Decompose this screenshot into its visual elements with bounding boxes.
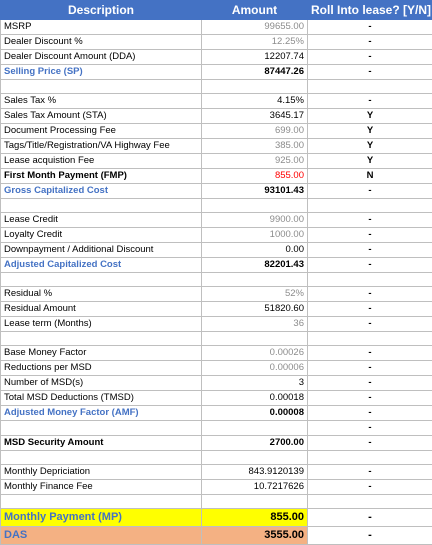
- row-spacer: [1, 199, 432, 213]
- cell-amount[interactable]: 0.00018: [202, 391, 308, 406]
- cell-roll[interactable]: -: [308, 243, 432, 258]
- cell-roll[interactable]: -: [308, 258, 432, 273]
- row-dealer-discount-pct: [1, 35, 432, 50]
- row-number-of-msd: [1, 376, 432, 391]
- cell-label[interactable]: Sales Tax Amount (STA): [1, 109, 202, 124]
- cell-amount[interactable]: 12207.74: [202, 50, 308, 65]
- cell-amount[interactable]: 99655.00: [202, 20, 308, 35]
- cell-amount[interactable]: 3: [202, 376, 308, 391]
- row-document-processing-fee: [1, 124, 432, 139]
- cell-label[interactable]: Loyalty Credit: [1, 228, 202, 243]
- cell-label[interactable]: Selling Price (SP): [1, 65, 202, 80]
- cell-roll[interactable]: -: [308, 184, 432, 199]
- row-sales-tax-pct: [1, 94, 432, 109]
- cell-label[interactable]: MSRP: [1, 20, 202, 35]
- cell-roll[interactable]: [308, 199, 432, 213]
- cell-amount[interactable]: [202, 199, 308, 213]
- cell-label[interactable]: Downpayment / Additional Discount: [1, 243, 202, 258]
- cell-roll[interactable]: -: [308, 302, 432, 317]
- cell-label[interactable]: First Month Payment (FMP): [1, 169, 202, 184]
- cell-amount[interactable]: 10.7217626: [202, 480, 308, 495]
- cell-roll[interactable]: [308, 495, 432, 509]
- cell-label[interactable]: [1, 199, 202, 213]
- cell-roll[interactable]: -: [308, 287, 432, 302]
- cell-roll[interactable]: Y: [308, 154, 432, 169]
- cell-amount[interactable]: 0.00006: [202, 361, 308, 376]
- row-lease-credit: [1, 213, 432, 228]
- cell-amount[interactable]: [202, 332, 308, 346]
- cell-roll[interactable]: [308, 273, 432, 287]
- row-das: [1, 527, 432, 545]
- row-reductions-per-msd: [1, 361, 432, 376]
- cell-amount[interactable]: 52%: [202, 287, 308, 302]
- cell-roll[interactable]: -: [308, 361, 432, 376]
- cell-label[interactable]: [1, 451, 202, 465]
- cell-roll[interactable]: -: [308, 94, 432, 109]
- cell-roll[interactable]: N: [308, 169, 432, 184]
- cell-roll[interactable]: -: [308, 406, 432, 421]
- row-residual-amount: [1, 302, 432, 317]
- cell-roll[interactable]: -: [308, 213, 432, 228]
- row-sales-tax-amount: [1, 109, 432, 124]
- cell-label[interactable]: [1, 273, 202, 287]
- row-adjusted-money-factor: [1, 406, 432, 421]
- header-amount[interactable]: Amount: [202, 1, 308, 20]
- row-spacer: [1, 451, 432, 465]
- cell-label[interactable]: Monthly Depriciation: [1, 465, 202, 480]
- header-description[interactable]: Description: [1, 1, 202, 20]
- cell-label[interactable]: Adjusted Money Factor (AMF): [1, 406, 202, 421]
- cell-amount[interactable]: 3555.00: [202, 527, 308, 545]
- cell-amount[interactable]: 36: [202, 317, 308, 332]
- cell-amount[interactable]: [202, 451, 308, 465]
- cell-label[interactable]: Residual %: [1, 287, 202, 302]
- cell-amount[interactable]: 9900.00: [202, 213, 308, 228]
- cell-roll[interactable]: -: [308, 509, 432, 527]
- cell-roll[interactable]: -: [308, 346, 432, 361]
- cell-amount[interactable]: 855.00: [202, 509, 308, 527]
- row-gross-capitalized-cost: [1, 184, 432, 199]
- cell-roll[interactable]: [308, 332, 432, 346]
- cell-amount[interactable]: 51820.60: [202, 302, 308, 317]
- cell-amount[interactable]: 2700.00: [202, 436, 308, 451]
- cell-roll[interactable]: -: [308, 50, 432, 65]
- cell-label[interactable]: Base Money Factor: [1, 346, 202, 361]
- cell-roll[interactable]: -: [308, 391, 432, 406]
- cell-roll[interactable]: -: [308, 465, 432, 480]
- cell-label[interactable]: Lease Credit: [1, 213, 202, 228]
- cell-amount[interactable]: 1000.00: [202, 228, 308, 243]
- cell-label[interactable]: Document Processing Fee: [1, 124, 202, 139]
- row-spacer: [1, 421, 432, 436]
- row-spacer: [1, 80, 432, 94]
- row-msd-security-amount: [1, 436, 432, 451]
- row-spacer: [1, 273, 432, 287]
- cell-amount[interactable]: 0.00008: [202, 406, 308, 421]
- cell-label[interactable]: Lease acquistion Fee: [1, 154, 202, 169]
- cell-amount[interactable]: 0.00: [202, 243, 308, 258]
- cell-label[interactable]: [1, 421, 202, 436]
- cell-roll[interactable]: -: [308, 35, 432, 50]
- cell-amount[interactable]: 699.00: [202, 124, 308, 139]
- cell-amount[interactable]: [202, 273, 308, 287]
- cell-amount[interactable]: 82201.43: [202, 258, 308, 273]
- cell-roll[interactable]: -: [308, 376, 432, 391]
- cell-amount[interactable]: [202, 421, 308, 436]
- cell-label[interactable]: Sales Tax %: [1, 94, 202, 109]
- cell-label[interactable]: Monthly Payment (MP): [1, 509, 202, 527]
- row-tags-title-registration: [1, 139, 432, 154]
- cell-label[interactable]: MSD Security Amount: [1, 436, 202, 451]
- row-msrp: [1, 20, 432, 35]
- cell-amount[interactable]: 925.00: [202, 154, 308, 169]
- row-dealer-discount-amount: [1, 50, 432, 65]
- row-adjusted-capitalized-cost: [1, 258, 432, 273]
- row-spacer: [1, 495, 432, 509]
- cell-label[interactable]: [1, 80, 202, 94]
- cell-amount[interactable]: 843.9120139: [202, 465, 308, 480]
- cell-amount[interactable]: 87447.26: [202, 65, 308, 80]
- row-downpayment: [1, 243, 432, 258]
- cell-roll[interactable]: Y: [308, 109, 432, 124]
- row-monthly-depreciation: [1, 465, 432, 480]
- cell-label[interactable]: [1, 495, 202, 509]
- row-spacer: [1, 332, 432, 346]
- cell-amount[interactable]: 93101.43: [202, 184, 308, 199]
- row-residual-pct: [1, 287, 432, 302]
- row-base-money-factor: [1, 346, 432, 361]
- row-monthly-finance-fee: [1, 480, 432, 495]
- row-monthly-payment: [1, 509, 432, 527]
- row-lease-term: [1, 317, 432, 332]
- cell-label[interactable]: Dealer Discount Amount (DDA): [1, 50, 202, 65]
- cell-label[interactable]: [1, 332, 202, 346]
- cell-amount[interactable]: [202, 80, 308, 94]
- cell-label[interactable]: Gross Capitalized Cost: [1, 184, 202, 199]
- cell-roll[interactable]: Y: [308, 139, 432, 154]
- cell-amount[interactable]: 0.00026: [202, 346, 308, 361]
- cell-amount[interactable]: 4.15%: [202, 94, 308, 109]
- cell-roll[interactable]: -: [308, 317, 432, 332]
- cell-roll[interactable]: -: [308, 527, 432, 545]
- cell-roll[interactable]: -: [308, 65, 432, 80]
- cell-amount[interactable]: 3645.17: [202, 109, 308, 124]
- cell-amount[interactable]: 12.25%: [202, 35, 308, 50]
- cell-roll[interactable]: Y: [308, 124, 432, 139]
- cell-roll[interactable]: -: [308, 421, 432, 436]
- cell-label[interactable]: Lease term (Months): [1, 317, 202, 332]
- cell-label[interactable]: Tags/Title/Registration/VA Highway Fee: [1, 139, 202, 154]
- cell-amount[interactable]: [202, 495, 308, 509]
- cell-roll[interactable]: -: [308, 20, 432, 35]
- cell-label[interactable]: Reductions per MSD: [1, 361, 202, 376]
- cell-label[interactable]: Number of MSD(s): [1, 376, 202, 391]
- cell-label[interactable]: DAS: [1, 527, 202, 545]
- cell-roll[interactable]: [308, 80, 432, 94]
- row-total-msd-deductions: [1, 391, 432, 406]
- cell-amount[interactable]: 855.00: [202, 169, 308, 184]
- cell-label[interactable]: Monthly Finance Fee: [1, 480, 202, 495]
- header-roll-into-lease[interactable]: Roll Into lease? [Y/N]: [308, 1, 432, 20]
- cell-roll[interactable]: -: [308, 480, 432, 495]
- row-selling-price: [1, 65, 432, 80]
- cell-roll[interactable]: -: [308, 436, 432, 451]
- cell-roll[interactable]: -: [308, 228, 432, 243]
- row-loyalty-credit: [1, 228, 432, 243]
- cell-amount[interactable]: 385.00: [202, 139, 308, 154]
- cell-label[interactable]: Adjusted Capitalized Cost: [1, 258, 202, 273]
- cell-label[interactable]: Total MSD Deductions (TMSD): [1, 391, 202, 406]
- row-first-month-payment: [1, 169, 432, 184]
- row-lease-acquisition-fee: [1, 154, 432, 169]
- cell-label[interactable]: Residual Amount: [1, 302, 202, 317]
- header-row: [1, 1, 432, 20]
- cell-roll[interactable]: [308, 451, 432, 465]
- cell-label[interactable]: Dealer Discount %: [1, 35, 202, 50]
